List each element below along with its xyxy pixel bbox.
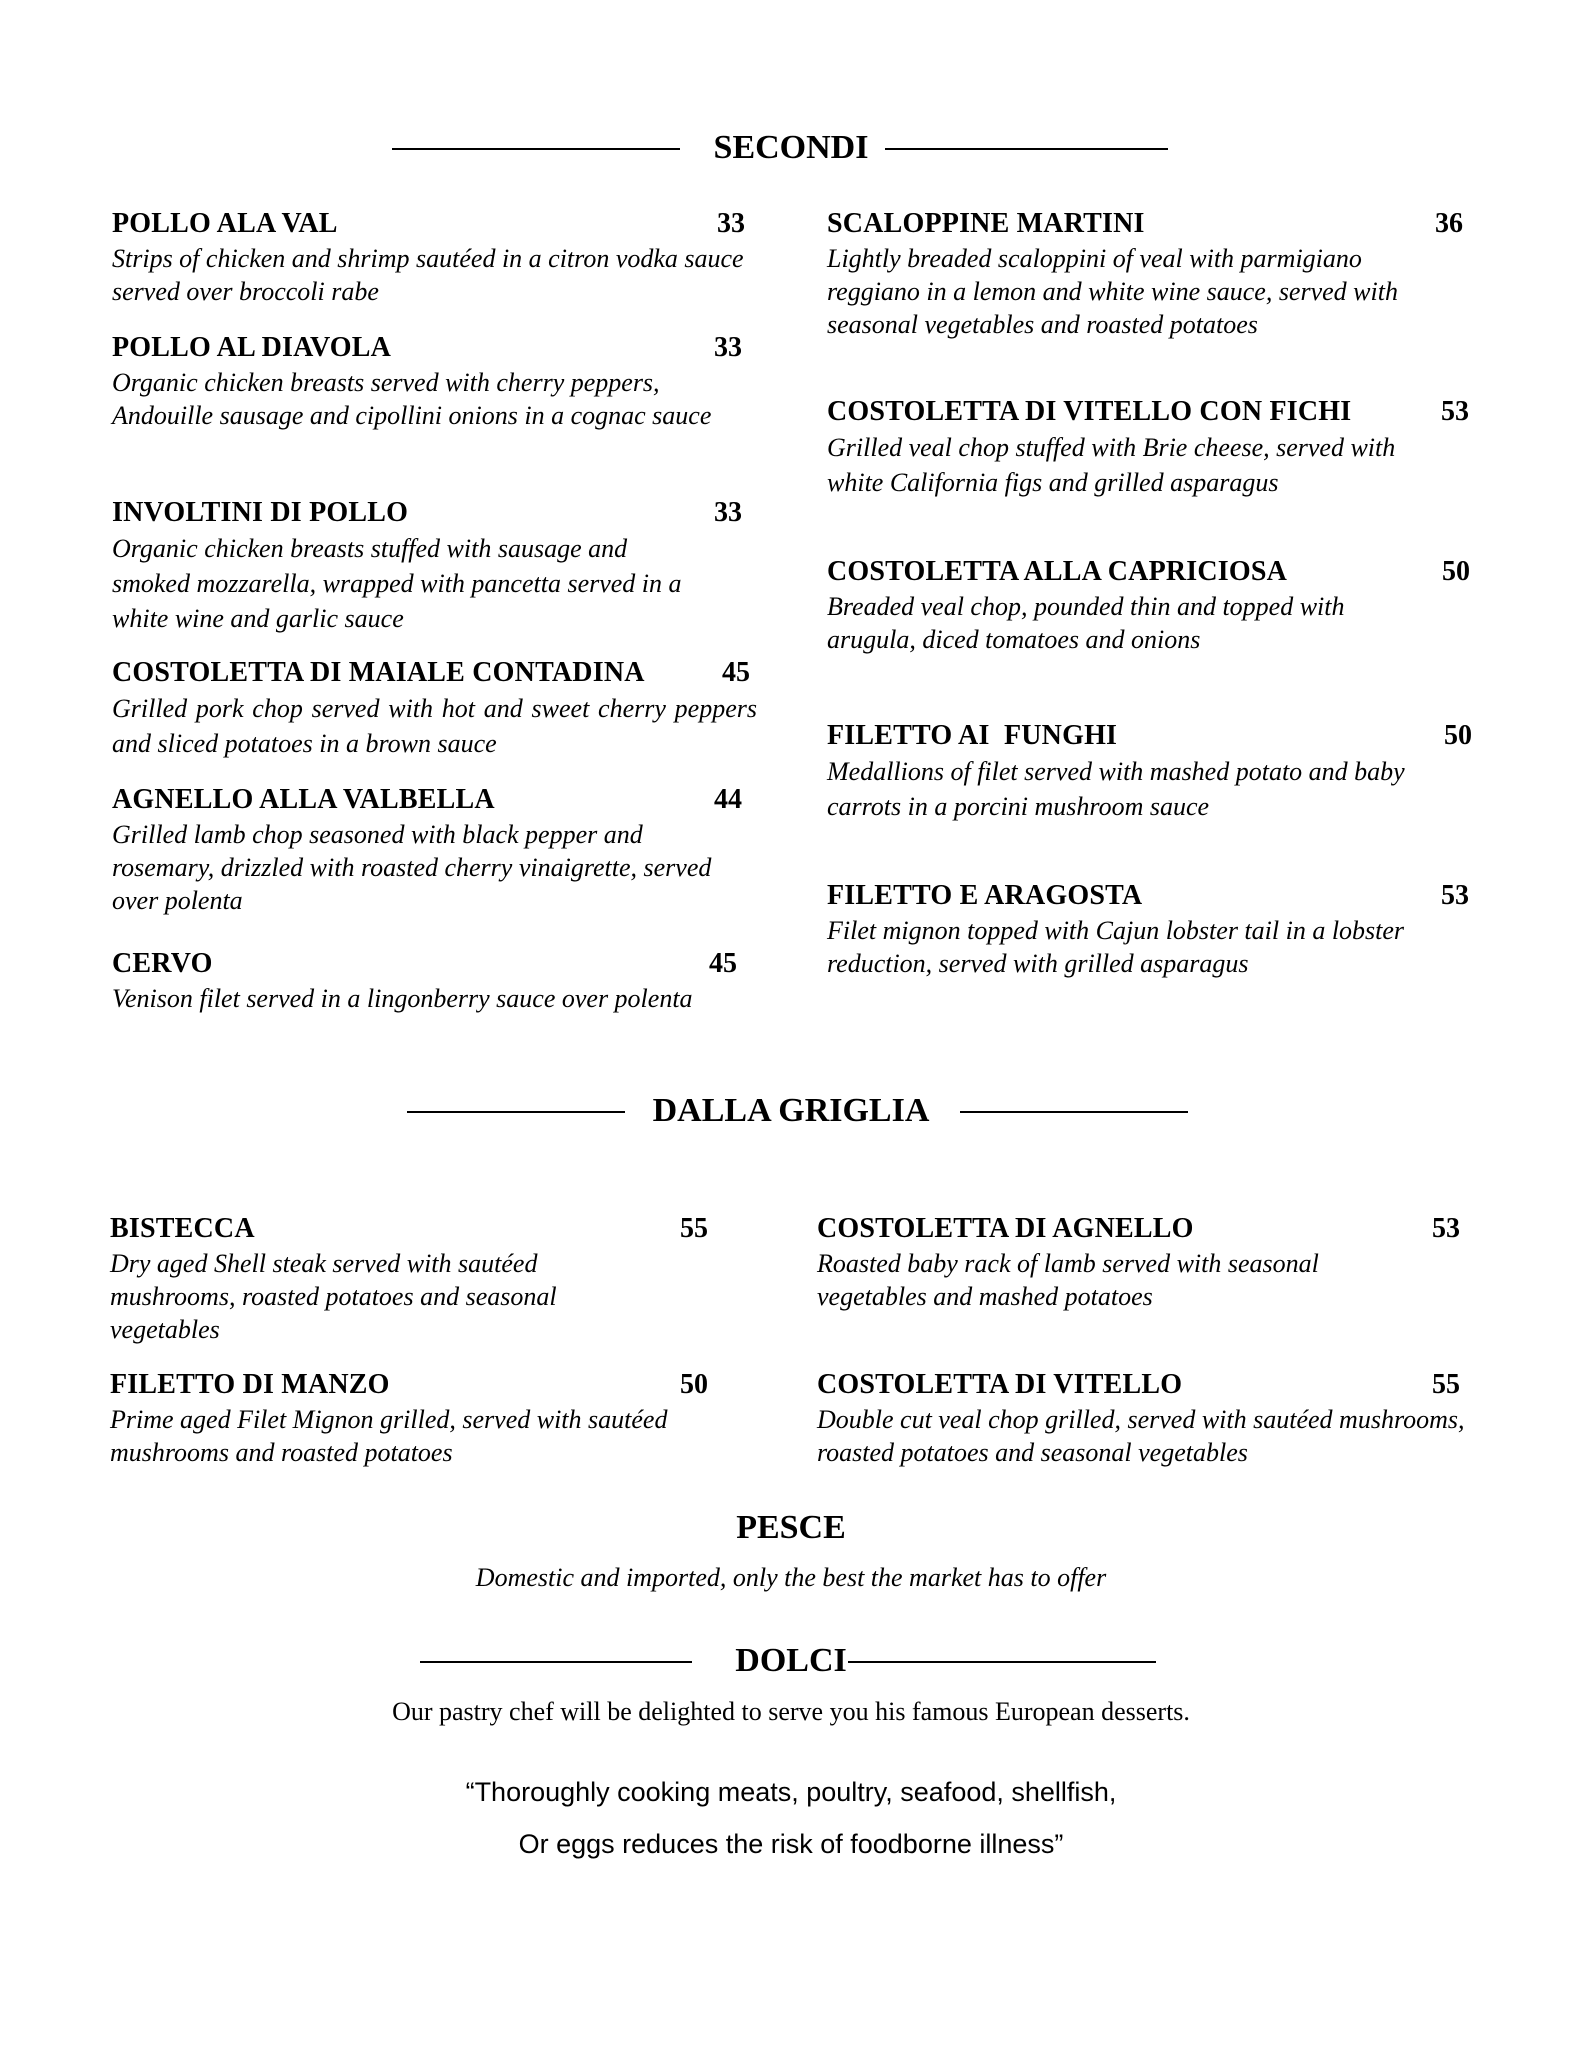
item-name: COSTOLETTA DI VITELLO CON FICHI [827, 396, 1352, 427]
item-description: Roasted baby rack of lamb served with seasonal vegetables and mashed potatoes [817, 1249, 1319, 1311]
item-description: Grilled lamb chop seasoned with black pepper and rosemary, drizzled with roasted cherry vinaigrette, served over polenta [112, 820, 712, 915]
item-price: 33 [714, 497, 742, 528]
menu-item [827, 206, 1477, 341]
menu-item [110, 1367, 730, 1469]
pesce-description: Domestic and imported, only the best the market has to offer [475, 1563, 1107, 1592]
item-name: POLLO AL DIAVOLA [112, 332, 392, 363]
item-price: 36 [1435, 208, 1463, 239]
item-name: INVOLTINI DI POLLO [112, 497, 409, 528]
food-safety-notice-line-1: “Thoroughly cooking meats, poultry, seafood, shellfish, [465, 1777, 1117, 1807]
section-title-dolci: DOLCI [735, 1642, 847, 1679]
item-name: CERVO [112, 948, 213, 979]
menu-item [110, 1211, 730, 1346]
item-name: COSTOLETTA ALLA CAPRICIOSA [827, 556, 1288, 587]
item-name: FILETTO DI MANZO [110, 1369, 390, 1400]
section-title-griglia: DALLA GRIGLIA [652, 1092, 930, 1129]
menu-item [817, 1367, 1477, 1469]
item-description: Grilled veal chop stuffed with Brie cheese, served with white California figs and grilled asparagus [827, 433, 1396, 497]
menu-item [112, 495, 752, 636]
secondi-header [0, 118, 1582, 178]
section-title-pesce: PESCE [736, 1509, 846, 1546]
item-price: 50 [680, 1369, 708, 1400]
item-name: SCALOPPINE MARTINI [827, 208, 1145, 239]
item-name: AGNELLO ALLA VALBELLA [112, 784, 495, 815]
item-price: 55 [1432, 1369, 1460, 1400]
item-name: FILETTO E ARAGOSTA [827, 880, 1143, 911]
item-name: COSTOLETTA DI MAIALE CONTADINA [112, 657, 645, 688]
item-description: Venison filet served in a lingonberry sauce over polenta [112, 984, 693, 1013]
item-description: Breaded veal chop, pounded thin and topped with arugula, diced tomatoes and onions [827, 592, 1345, 654]
menu-item [827, 718, 1477, 824]
food-safety-notice-line-2: Or eggs reduces the risk of foodborne illness” [518, 1829, 1064, 1859]
item-price: 55 [680, 1213, 708, 1244]
item-name: COSTOLETTA DI VITELLO [817, 1369, 1183, 1400]
item-description: Organic chicken breasts served with cherry peppers, Andouille sausage and cipollini onions in a cognac sauce [112, 368, 712, 430]
item-price: 33 [714, 332, 742, 363]
item-description: Double cut veal chop grilled, served with sautéed mushrooms, roasted potatoes and seasonal vegetables [817, 1405, 1465, 1467]
item-price: 45 [709, 948, 737, 979]
item-name: BISTECCA [110, 1213, 255, 1244]
item-name: COSTOLETTA DI AGNELLO [817, 1213, 1194, 1244]
section-title-secondi: SECONDI [713, 129, 869, 166]
menu-item [112, 206, 752, 308]
dolci-header [0, 1631, 1582, 1691]
item-description: Strips of chicken and shrimp sautéed in a citron vodka sauce served over broccoli rabe [112, 244, 744, 306]
menu-item [817, 1211, 1477, 1313]
item-price: 33 [717, 208, 745, 239]
item-description: Prime aged Filet Mignon grilled, served with sautéed mushrooms and roasted potatoes [110, 1405, 668, 1467]
item-price: 44 [714, 784, 742, 815]
item-description: Organic chicken breasts stuffed with sausage and smoked mozzarella, wrapped with pancetta served in a white wine and garlic sauce [112, 534, 682, 633]
menu-item [827, 394, 1477, 500]
dolci-description: Our pastry chef will be delighted to serve you his famous European desserts. [392, 1697, 1190, 1726]
menu-item [827, 554, 1477, 656]
item-description: Lightly breaded scaloppini of veal with parmigiano reggiano in a lemon and white wine sauce, served with seasonal vegetables and roasted potatoes [827, 244, 1398, 339]
item-description: Filet mignon topped with Cajun lobster tail in a lobster reduction, served with grilled asparagus [827, 916, 1405, 978]
item-name: FILETTO AI FUNGHI [827, 720, 1118, 751]
griglia-header [0, 1081, 1582, 1141]
divider-line [848, 1661, 1156, 1663]
item-price: 53 [1441, 880, 1469, 911]
menu-item [827, 878, 1477, 980]
menu-item [112, 330, 752, 432]
menu-item [112, 782, 752, 917]
menu-item [112, 946, 772, 1015]
item-description: Grilled pork chop served with hot and sweet cherry peppers and sliced potatoes in a brown sauce [112, 694, 757, 758]
item-description: Medallions of filet served with mashed potato and baby carrots in a porcini mushroom sauce [827, 757, 1405, 821]
item-price: 53 [1441, 396, 1469, 427]
item-price: 45 [722, 657, 750, 688]
divider-line [885, 148, 1168, 150]
menu-item [112, 655, 762, 761]
item-price: 50 [1442, 556, 1470, 587]
item-price: 50 [1444, 720, 1472, 751]
item-price: 53 [1432, 1213, 1460, 1244]
item-name: POLLO ALA VAL [112, 208, 338, 239]
item-description: Dry aged Shell steak served with sautéed mushrooms, roasted potatoes and seasonal vegetables [110, 1249, 557, 1344]
divider-line [960, 1111, 1188, 1113]
